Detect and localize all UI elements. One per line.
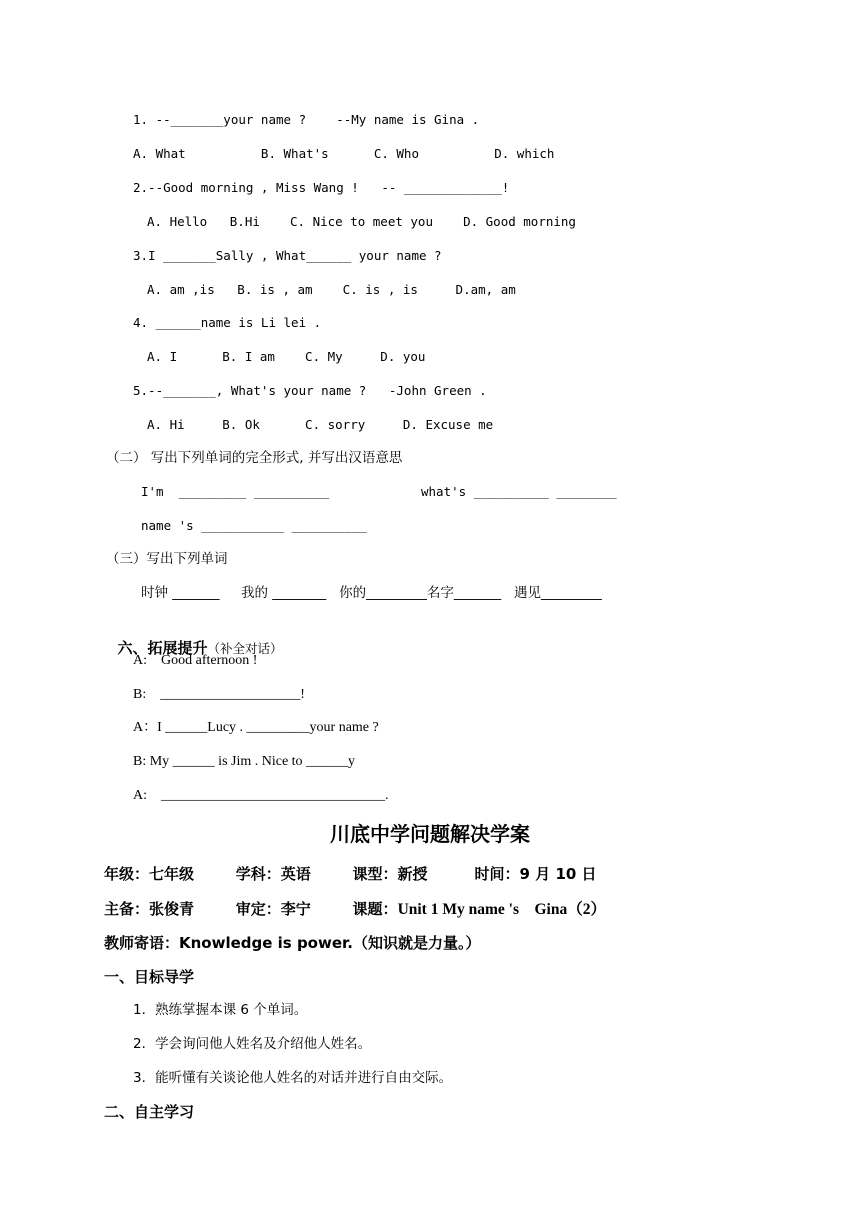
goal-item-2: 2．学会询问他人姓名及介绍他人姓名。	[133, 1036, 372, 1052]
section-2-line-1-left: I'm _________ __________	[141, 484, 330, 499]
section-3-line: 时钟 _______ 我的 ________ 你的_________名字_______ 遇见_________	[141, 585, 602, 601]
goal-item-3: 3．能听懂有关谈论他人姓名的对话并进行自由交际。	[133, 1070, 453, 1086]
options-2: A. Hello B.Hi C. Nice to meet you D. Good morning	[147, 214, 576, 229]
lesson-info-2-prefix: 主备：张俊青 审定：李宁 课题：	[104, 900, 398, 918]
section-2-line-1-right: what's __________ ________	[421, 484, 617, 499]
options-1: A. What B. What's C. Who D. which	[133, 146, 555, 161]
teacher-motto: 教师寄语：Knowledge is power.（知识就是力量。）	[104, 934, 481, 952]
options-4: A. I B. I am C. My D. you	[147, 349, 426, 364]
question-4: 4. ______name is Li lei .	[133, 315, 322, 330]
section-3-heading: （三）写出下列单词	[106, 551, 228, 567]
section-2-line-2: name 's ___________ __________	[141, 518, 367, 533]
dialog-line-4: B: My ______ is Jim . Nice to ______y	[133, 754, 356, 769]
options-5: A. Hi B. Ok C. sorry D. Excuse me	[147, 417, 494, 432]
lesson-info-2	[104, 898, 606, 921]
lesson-topic: Unit 1 My name 's Gina（2）	[397, 901, 606, 918]
self-study-heading: 二、自主学习	[104, 1103, 195, 1121]
section-6-note: （补全对话）	[207, 641, 283, 656]
section-6-heading: 六、拓展提升	[117, 639, 208, 657]
lesson-title: 川底中学问题解决学案	[330, 822, 530, 846]
goal-item-1: 1．熟练掌握本课 6 个单词。	[133, 1002, 308, 1018]
dialog-line-1: A: Good afternoon !	[133, 653, 258, 668]
options-3: A. am ,is B. is , am C. is , is D.am, am	[147, 282, 516, 297]
question-3: 3.I _______Sally , What______ your name ?	[133, 248, 442, 263]
question-2: 2.--Good morning , Miss Wang ! -- _____________!	[133, 180, 510, 195]
goal-heading: 一、目标导学	[104, 968, 195, 986]
section-2-heading: （二） 写出下列单词的完全形式, 并写出汉语意思	[106, 450, 403, 466]
question-5: 5.--_______, What's your name ? -John Green .	[133, 383, 487, 398]
question-1: 1. --_______your name ? --My name is Gina .	[133, 112, 480, 127]
dialog-line-2: B: ____________________!	[133, 687, 305, 702]
dialog-line-3: A：I ______Lucy . _________your name ?	[133, 720, 379, 735]
dialog-line-5: A: ________________________________.	[133, 788, 389, 803]
lesson-info-1: 年级：七年级 学科：英语 课型：新授 时间：9 月 10 日	[104, 865, 597, 883]
